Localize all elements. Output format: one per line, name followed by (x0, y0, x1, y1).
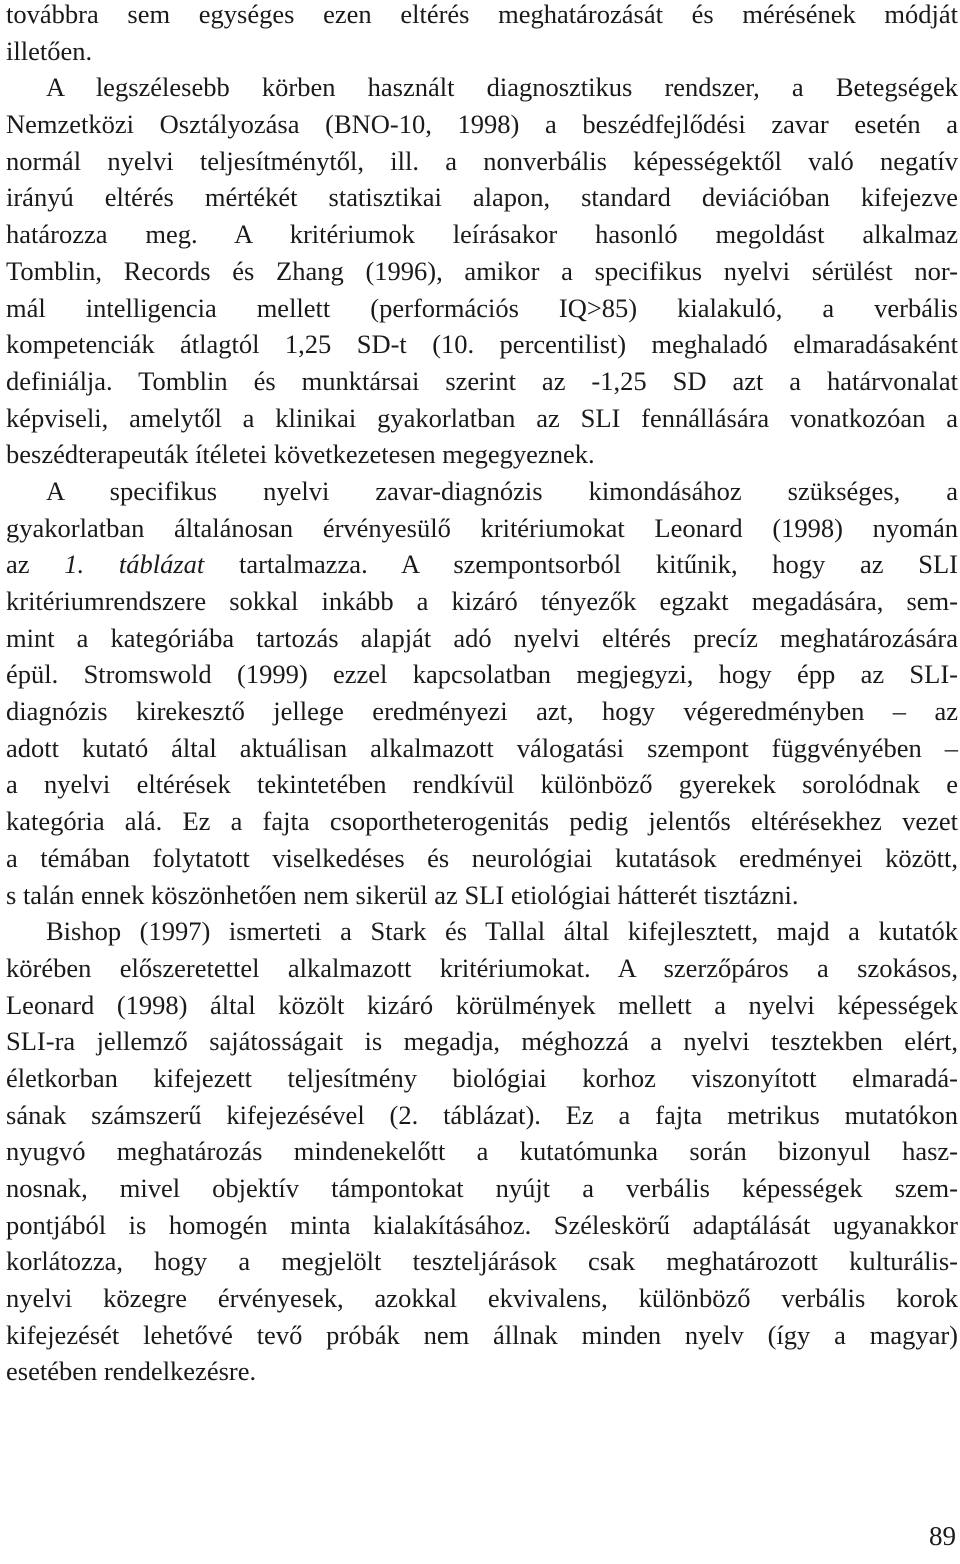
text-line: határozza meg. A kritériumok leírásakor hasonló megoldást alkalmaz (6, 219, 958, 250)
text-run: tartalmazza. A szempontsorból kitűnik, hogy az SLI (204, 549, 959, 580)
text-line: esetében rendelkezésre. (6, 1356, 257, 1387)
table-reference: 1. táblázat (64, 549, 205, 580)
text-line: illetően. (6, 35, 93, 66)
text-line: kompetenciák átlagtól 1,25 SD-t (10. percentilist) meghaladó elmaradásaként (6, 329, 958, 360)
text-line: adott kutató által aktuálisan alkalmazott válogatási szempont függvényében – (6, 732, 958, 763)
text-line: továbbra sem egységes ezen eltérés meghatározását és mérésének módját (6, 0, 958, 29)
text-line: normál nyelvi teljesítménytől, ill. a nonverbális képességektől való negatív (6, 145, 958, 176)
paragraph (6, 913, 958, 1390)
paragraph (6, 69, 958, 473)
text-line: képviseli, amelytől a klinikai gyakorlatban az SLI fennállására vonatkozóan a (6, 402, 958, 433)
text-line: a témában folytatott viselkedéses és neurológiai kutatások eredményei között, (6, 842, 958, 873)
text-line: irányú eltérés mértékét statisztikai alapon, standard deviációban kifejezve (6, 182, 958, 213)
text-line: nyelvi közegre érvényesek, azokkal ekvivalens, különböző verbális korok (6, 1283, 958, 1314)
text-line: s talán ennek köszönhetően nem sikerül az SLI etiológiai hátterét tisztázni. (6, 879, 799, 910)
text-line: életkorban kifejezett teljesítmény biológiai korhoz viszonyított elmaradá- (6, 1062, 958, 1093)
page-number: 89 (929, 1521, 956, 1551)
text-line: mint a kategóriába tartozás alapját adó nyelvi eltérés precíz meghatározására (6, 622, 958, 653)
text-line: mál intelligencia mellett (performációs IQ>85) kialakuló, a verbális (6, 292, 958, 323)
text-line: nosnak, mivel objektív támpontokat nyújt a verbális képességek szem- (6, 1173, 958, 1203)
text-line: sának számszerű kifejezésével (2. táblázat). Ez a fajta metrikus mutatókon (6, 1099, 958, 1130)
text-line: Nemzetközi Osztályozása (BNO-10, 1998) a beszédfejlődési zavar esetén a (6, 109, 958, 140)
text-line: a nyelvi eltérések tekintetében rendkívül különböző gyerekek sorolódnak e (6, 769, 958, 800)
document-page (6, 0, 958, 1390)
text-line: gyakorlatban általánosan érvényesülő kritériumokat Leonard (1998) nyomán (6, 512, 958, 543)
text-line: korlátozza, hogy a megjelölt teszteljárások csak meghatározott kulturális- (6, 1246, 958, 1277)
text-line: nyugvó meghatározás mindenekelőtt a kutatómunka során bizonyul hasz- (6, 1136, 958, 1167)
paragraph (6, 473, 958, 913)
text-line: kategória alá. Ez a fajta csoportheterogenitás pedig jelentős eltérésekhez vezet (6, 806, 958, 837)
text-line (6, 546, 958, 583)
text-run: az (6, 549, 65, 580)
text-line: beszédterapeuták ítéletei következetesen megegyeznek. (6, 439, 595, 470)
text-line: A specifikus nyelvi zavar-diagnózis kimondásához szükséges, a (46, 475, 958, 506)
text-line: diagnózis kirekesztő jellege eredményezi azt, hogy végeredményben – az (6, 696, 958, 727)
text-line: kritériumrendszere sokkal inkább a kizáró tényezők egzakt megadására, sem- (6, 586, 958, 616)
text-line: SLI-ra jellemző sajátosságait is megadja, méghozzá a nyelvi tesztekben elért, (6, 1026, 958, 1057)
text-line: körében előszeretettel alkalmazott kritériumokat. A szerzőpáros a szokásos, (6, 952, 958, 983)
paragraph (6, 0, 958, 69)
text-line: kifejezését lehetővé tevő próbák nem állnak minden nyelv (így a magyar) (6, 1319, 958, 1350)
text-line: Tomblin, Records és Zhang (1996), amikor a specifikus nyelvi sérülést nor- (6, 255, 958, 286)
text-line: pontjából is homogén minta kialakításához. Széleskörű adaptálását ugyanakkor (6, 1209, 958, 1240)
text-line: Bishop (1997) ismerteti a Stark és Tallal által kifejlesztett, majd a kutatók (46, 916, 958, 947)
text-line: épül. Stromswold (1999) ezzel kapcsolatban megjegyzi, hogy épp az SLI- (6, 659, 958, 690)
text-line: A legszélesebb körben használt diagnosztikus rendszer, a Betegségek (46, 72, 958, 103)
text-line: Leonard (1998) által közölt kizáró körülmények mellett a nyelvi képességek (6, 989, 958, 1020)
text-line: definiálja. Tomblin és munktársai szerint az -1,25 SD azt a határvonalat (6, 365, 958, 396)
